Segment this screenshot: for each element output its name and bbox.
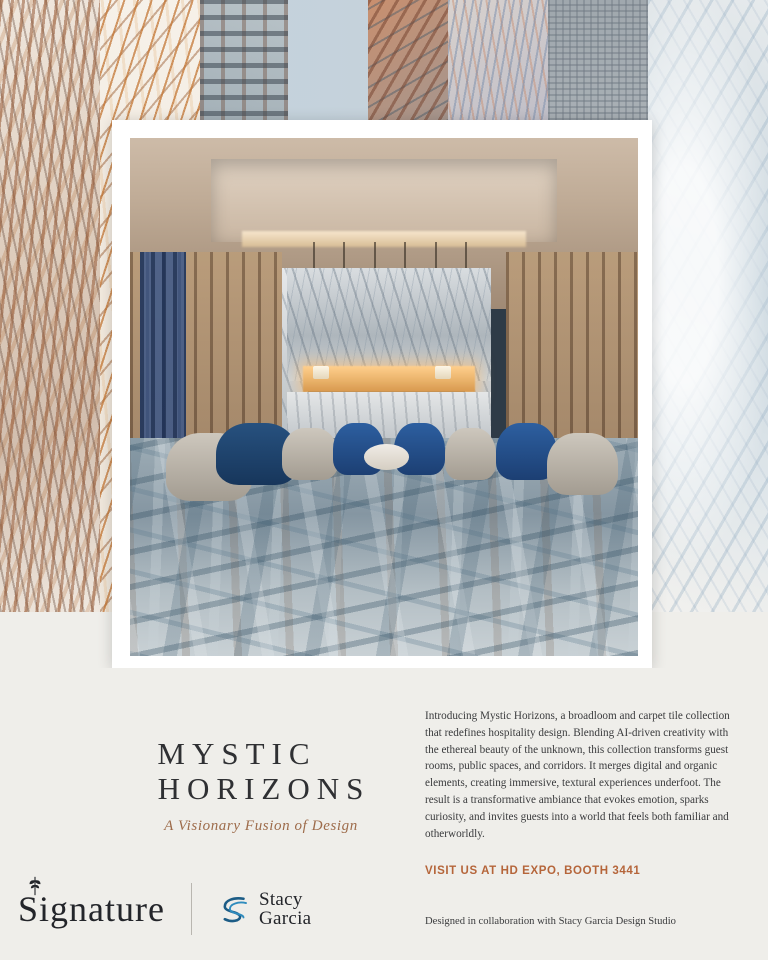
title-subtitle: A Visionary Fusion of Design	[164, 818, 358, 835]
hotel-lobby-interior-render	[130, 138, 638, 656]
lounge-chair	[547, 433, 618, 495]
sg-line-1: Stacy	[258, 888, 303, 910]
logo-lockup	[18, 883, 311, 935]
marble-feature-wall	[287, 268, 490, 382]
content-area	[0, 668, 768, 960]
ceiling-recess	[211, 159, 556, 242]
stacy-garcia-wordmark	[259, 890, 311, 929]
body-paragraph: Introducing Mystic Horizons, a broadloom and carpet tile collection that redefines hospitality design. Blending AI-driven creativity with the ethereal beauty of the unknown, this collection transforms guest rooms, public spaces, and corridors. It merges digital and organic elements, creating immersive, textural experiences underfoot. The result is a transformative ambiance that evokes emotion, sparks curiosity, and invites guests into a world that feels both familiar and otherworldly.	[425, 710, 730, 840]
cta-text: VISIT US AT HD EXPO, BOOTH 3441	[425, 865, 641, 877]
sg-line-2: Garcia	[258, 908, 312, 929]
table-lamp	[313, 366, 329, 379]
title-line-2: HORIZONS	[157, 770, 371, 806]
cove-lighting	[242, 231, 526, 247]
title-line-1: MYSTIC	[157, 736, 317, 771]
lounge-chair	[445, 428, 496, 480]
hero-image-frame	[112, 120, 652, 668]
window-curtain	[140, 252, 186, 470]
logo-divider	[191, 883, 192, 935]
table-lamp	[435, 366, 451, 379]
stacy-garcia-logo	[218, 890, 311, 929]
collaboration-credit: Designed in collaboration with Stacy Garcia Design Studio	[425, 916, 676, 927]
signature-wordmark: Signature	[18, 889, 165, 929]
sg-monogram-icon	[218, 892, 252, 926]
swatch-organic-lines-rust	[0, 0, 100, 612]
swatch-misted-waves-ice-blue	[648, 0, 768, 612]
signature-logo	[18, 891, 165, 927]
side-table	[364, 444, 410, 470]
lounge-chair	[282, 428, 338, 480]
leaf-sprig-icon	[24, 875, 46, 897]
page-title	[72, 738, 402, 835]
